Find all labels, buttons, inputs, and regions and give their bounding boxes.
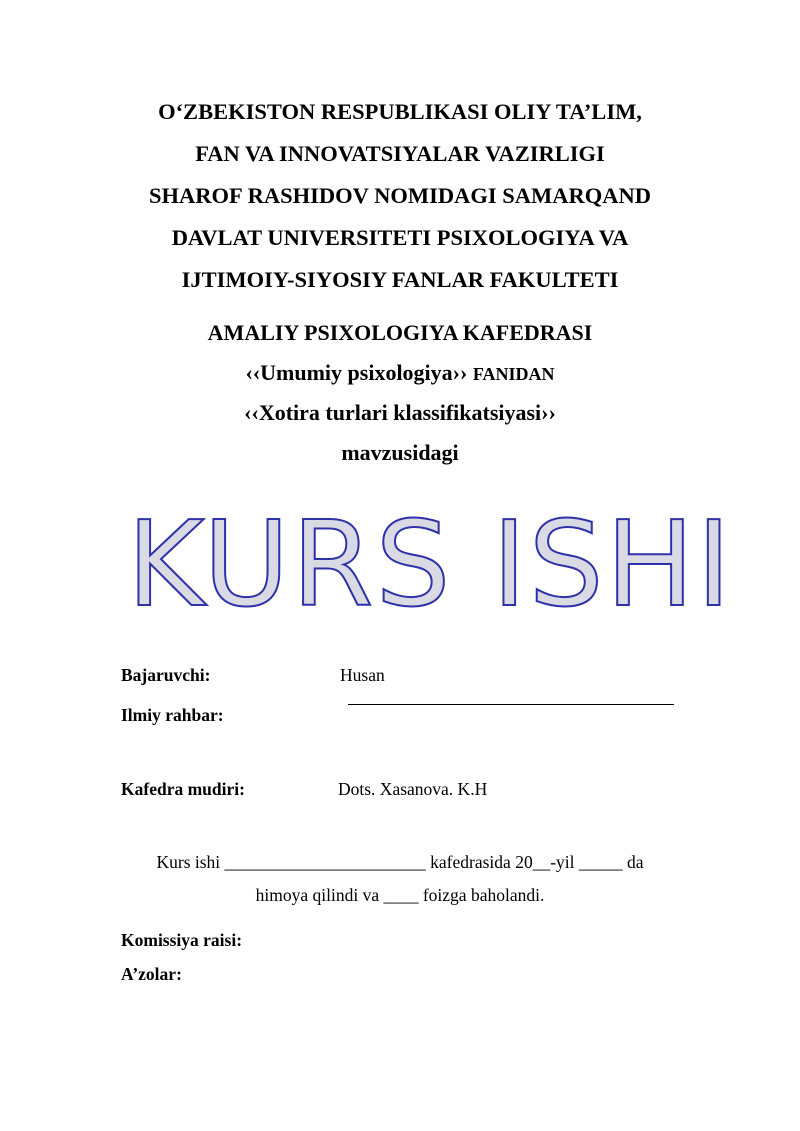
subject-suffix: FANIDAN <box>472 364 555 384</box>
commission-chair-label: Komissiya raisi: <box>121 930 243 950</box>
ministry-line-1: O‘ZBEKISTON RESPUBLIKASI OLIY TA’LIM, <box>158 99 642 124</box>
faculty-line: IJTIMOIY-SIYOSIY FANLAR FAKULTETI <box>181 267 619 292</box>
work-title: KURS ISHI <box>126 505 734 615</box>
university-line-2: DAVLAT UNIVERSITETI PSIXOLOGIYA VA <box>171 225 629 250</box>
topic-title: ‹‹Xotira turlari klassifikatsiyasi›› <box>244 400 556 425</box>
supervisor-label: Ilmiy rahbar: <box>121 705 224 725</box>
subject-name: ‹‹Umumiy psixologiya›› <box>245 360 468 385</box>
supervisor-signature-line <box>348 704 674 705</box>
executor-value: Husan <box>340 665 385 685</box>
defense-line-2: himoya qilindi va ____ foizga baholandi. <box>255 885 545 905</box>
head-label: Kafedra mudiri: <box>121 779 245 799</box>
executor-label: Bajaruvchi: <box>121 665 211 685</box>
ministry-line-2: FAN VA INNOVATSIYALAR VAZIRLIGI <box>195 141 605 166</box>
department-title: AMALIY PSIXOLOGIYA KAFEDRASI <box>207 320 593 345</box>
commission-members-label: A’zolar: <box>121 964 182 984</box>
head-value: Dots. Xasanova. K.H <box>338 779 488 799</box>
topic-suffix: mavzusidagi <box>341 440 459 465</box>
subject-line <box>0 361 800 386</box>
university-line-1: SHAROF RASHIDOV NOMIDAGI SAMARQAND <box>149 183 651 208</box>
work-title-wordart <box>120 505 740 615</box>
defense-line-1: Kurs ishi _______________________ kafedrasida 20__-yil _____ da <box>156 852 644 872</box>
